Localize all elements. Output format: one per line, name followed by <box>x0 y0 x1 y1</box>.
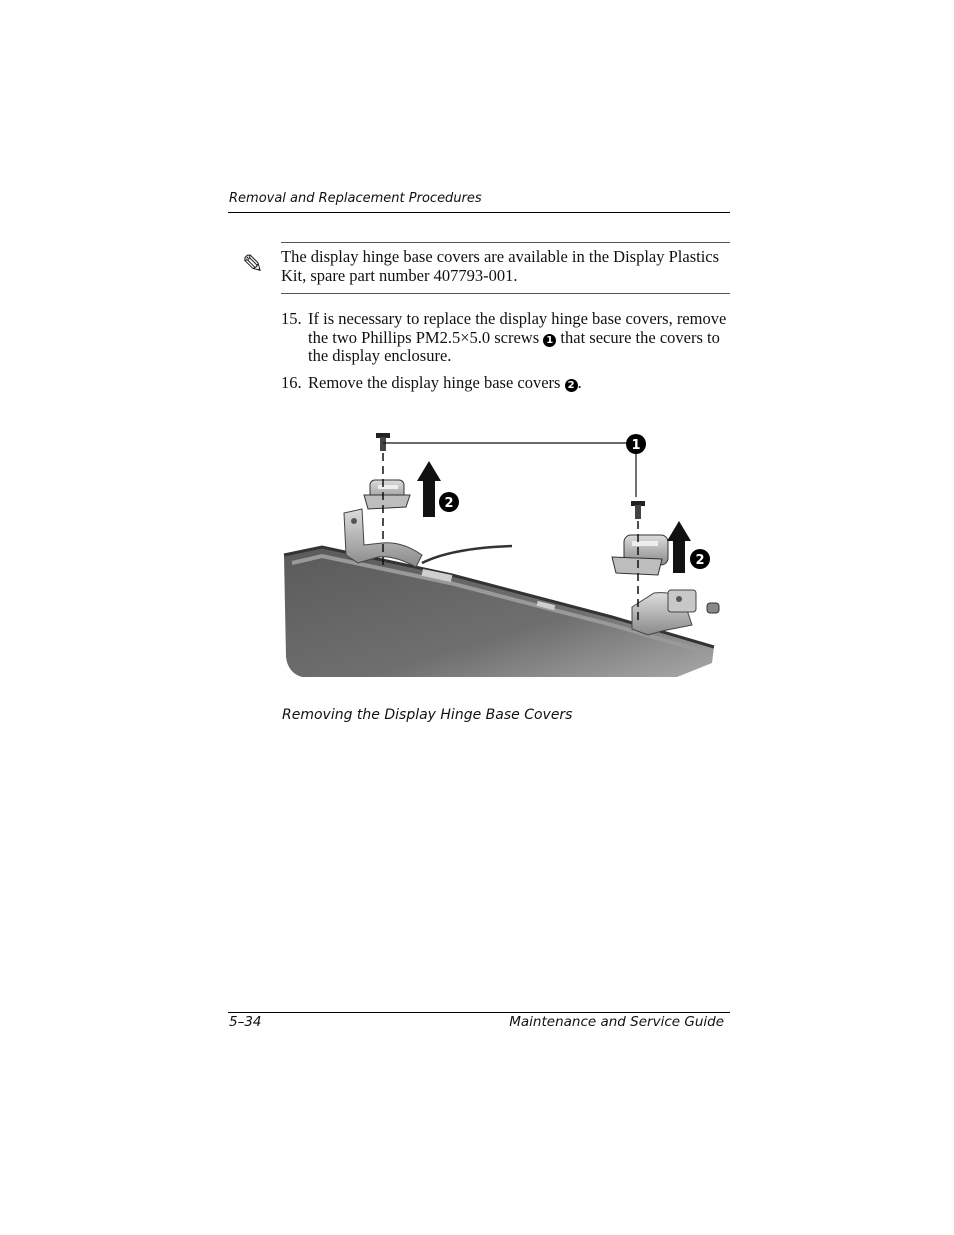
figure-callout-2-right <box>690 549 710 569</box>
figure-callout-1 <box>626 434 646 454</box>
left-hinge-cover <box>364 480 410 509</box>
step-number: 15. <box>281 309 302 328</box>
pencil-note-icon: ✎ <box>242 250 264 280</box>
step-16 <box>281 374 731 393</box>
note-bottom-rule <box>281 293 730 294</box>
note-text: The display hinge base covers are available in the Display Plastics Kit, spare part number 407793-001. <box>281 247 720 285</box>
page-number: 5–34 <box>229 1014 262 1030</box>
svg-text:1: 1 <box>631 438 641 453</box>
step-15 <box>281 310 731 366</box>
right-hinge-cover <box>612 535 668 575</box>
guide-title: Maintenance and Service Guide <box>509 1014 724 1030</box>
svg-text:2: 2 <box>695 553 705 568</box>
figure-caption: Removing the Display Hinge Base Covers <box>282 707 573 723</box>
svg-text:2: 2 <box>444 496 454 511</box>
step-text: Remove the display hinge base covers 2 . <box>308 373 582 392</box>
callout-1-icon: 1 <box>543 334 556 347</box>
hinge-cover-illustration <box>282 425 722 683</box>
step-number: 16. <box>281 373 302 392</box>
right-hinge-bracket <box>632 590 719 635</box>
note-top-rule <box>281 242 730 243</box>
lift-arrow-left <box>417 461 441 517</box>
header-rule <box>228 212 730 213</box>
callout-2-icon: 2 <box>565 379 578 392</box>
figure-callout-2-left <box>439 492 459 512</box>
running-header: Removal and Replacement Procedures <box>229 191 482 206</box>
cable <box>422 546 512 563</box>
step-text: If is necessary to replace the display hinge base covers, remove the two Phillips PM2.5×5.0 screws 1 that secure the covers to the display enclosure. <box>308 309 727 365</box>
footer-rule <box>228 1012 730 1013</box>
screw-right <box>631 501 645 519</box>
screw-left <box>376 433 390 451</box>
lift-arrow-right <box>667 521 691 573</box>
